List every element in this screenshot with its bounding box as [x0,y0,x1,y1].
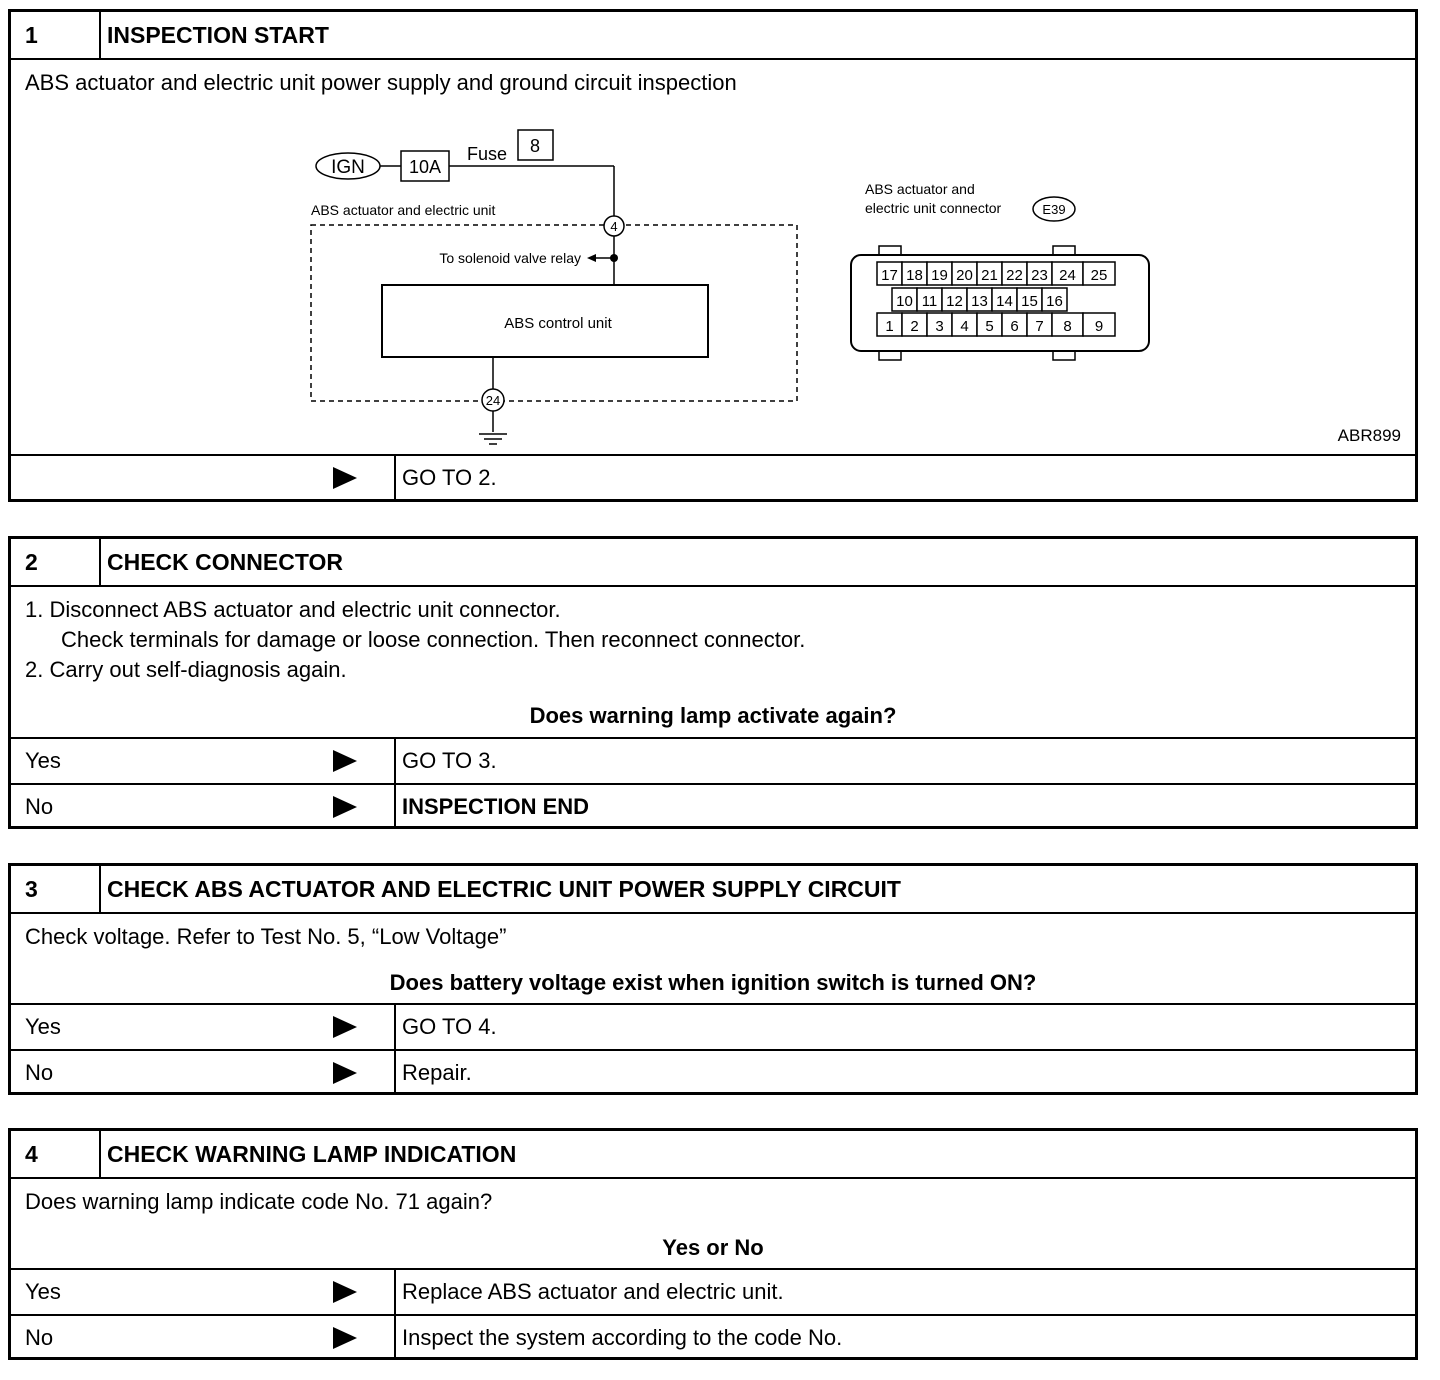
step-title: CHECK ABS ACTUATOR AND ELECTRIC UNIT POWER SUPPLY CIRCUIT [107,876,901,902]
yes-label: Yes [25,748,61,773]
step-description: ABS actuator and electric unit power supply and ground circuit inspection [25,70,737,95]
arrow-right-icon [333,1327,357,1349]
step-number: 3 [11,866,101,912]
connector-pin-label: 24 [1059,267,1076,284]
arrow-right-icon [333,1062,357,1084]
fuse-label: Fuse [467,144,508,164]
connector-pin-label: 17 [881,267,898,284]
no-row [11,1049,1415,1095]
step-1 [8,9,1418,502]
connector-pin-label: 2 [910,318,919,335]
step-number: 1 [11,12,101,58]
ground-icon [479,434,507,444]
connector-pin-label: 9 [1094,318,1104,335]
connector-pin-label: 16 [1046,293,1063,310]
no-label: No [25,1325,54,1350]
connector-label-2: electric unit connector [865,200,1002,216]
instruction-2: 2. Carry out self-diagnosis again. [25,657,347,682]
yes-result: Replace ABS actuator and electric unit. [394,1270,1415,1314]
connector-pin-label: 3 [935,318,944,335]
step-number: 4 [11,1131,101,1177]
step-title: CHECK CONNECTOR [107,549,343,575]
arrow-right-icon [333,796,357,818]
step-header [11,12,1415,60]
connector-label-1: ABS actuator and [865,181,975,197]
solenoid-label: To solenoid valve relay [439,250,581,266]
pin-24-label: 24 [485,393,501,408]
step-body [11,587,1415,737]
instruction-1: 1. Disconnect ABS actuator and electric unit connector. [25,597,561,622]
arrow-right-icon [333,467,357,489]
no-result: Repair. [394,1051,1415,1095]
connector-pin-label: 15 [1021,293,1038,310]
step-title: CHECK WARNING LAMP INDICATION [107,1141,517,1167]
pin-4-label: 4 [610,219,618,234]
yes-row [11,1003,1415,1049]
connector-row-bottom [877,313,1115,336]
no-label: No [25,1060,54,1085]
no-label: No [25,794,54,819]
check-question: Does warning lamp activate again? [529,703,897,728]
connector-row-mid [892,288,1067,311]
result-text: GO TO 2. [394,456,1415,500]
connector-pin-label: 8 [1063,318,1072,335]
ign-label: IGN [331,157,365,178]
fuse-number: 8 [529,136,541,156]
connector-id: E39 [1042,202,1066,217]
yes-label: Yes [25,1014,61,1039]
arrow-right-icon [333,1016,357,1038]
connector-row-top [877,262,1115,285]
connector-pin-label: 4 [960,318,969,335]
solenoid-arrow-icon [587,254,596,262]
yes-row [11,1268,1415,1314]
instruction: Does warning lamp indicate code No. 71 again? [25,1189,493,1214]
no-result: Inspect the system according to the code No. [394,1316,1415,1360]
step-4 [8,1128,1418,1360]
step-number: 2 [11,539,101,585]
instruction: Check voltage. Refer to Test No. 5, “Low Voltage” [25,924,507,949]
step-header [11,866,1415,914]
step-body [11,1179,1415,1268]
no-result: INSPECTION END [394,785,1415,829]
no-row [11,783,1415,829]
connector-pin-label: 1 [885,318,894,335]
no-row [11,1314,1415,1360]
check-question: Yes or No [662,1235,764,1260]
connector-pin-label: 12 [946,293,963,310]
unit-label: ABS actuator and electric unit [311,202,496,218]
step-header [11,1131,1415,1179]
step-3 [8,863,1418,1095]
result-row [11,454,1415,500]
instruction-1-detail: Check terminals for damage or loose connection. Then reconnect connector. [61,627,806,652]
connector-pin-label: 19 [931,267,948,284]
arrow-right-icon [333,750,357,772]
step-header [11,539,1415,587]
yes-row [11,737,1415,783]
figure-code: ABR899 [1337,426,1401,445]
yes-label: Yes [25,1279,61,1304]
wiring-diagram [11,60,1415,454]
connector-pin-label: 25 [1090,267,1108,284]
connector-pin-label: 22 [1006,267,1023,284]
connector-pin-label: 5 [985,318,994,335]
connector-pin-label: 23 [1031,267,1048,284]
arrow-right-icon [333,1281,357,1303]
yes-result: GO TO 3. [394,739,1415,783]
connector-pin-label: 13 [971,293,988,310]
connector-pin-label: 6 [1010,318,1019,335]
yes-result: GO TO 4. [394,1005,1415,1049]
connector-pin-label: 14 [996,293,1013,310]
connector-pin-label: 18 [906,267,923,284]
connector-pin-label: 11 [921,293,938,310]
check-question: Does battery voltage exist when ignition switch is turned ON? [389,970,1037,995]
control-unit-label: ABS control unit [504,315,612,332]
step-body [11,914,1415,1003]
step-2 [8,536,1418,829]
fuse-rating: 10A [408,157,442,177]
connector-pin-label: 7 [1035,318,1044,335]
connector-pin-label: 10 [896,293,913,310]
connector-pin-label: 21 [981,267,998,284]
step-body [11,60,1415,454]
connector-pin-label: 20 [956,267,973,284]
step-title: INSPECTION START [107,22,329,48]
